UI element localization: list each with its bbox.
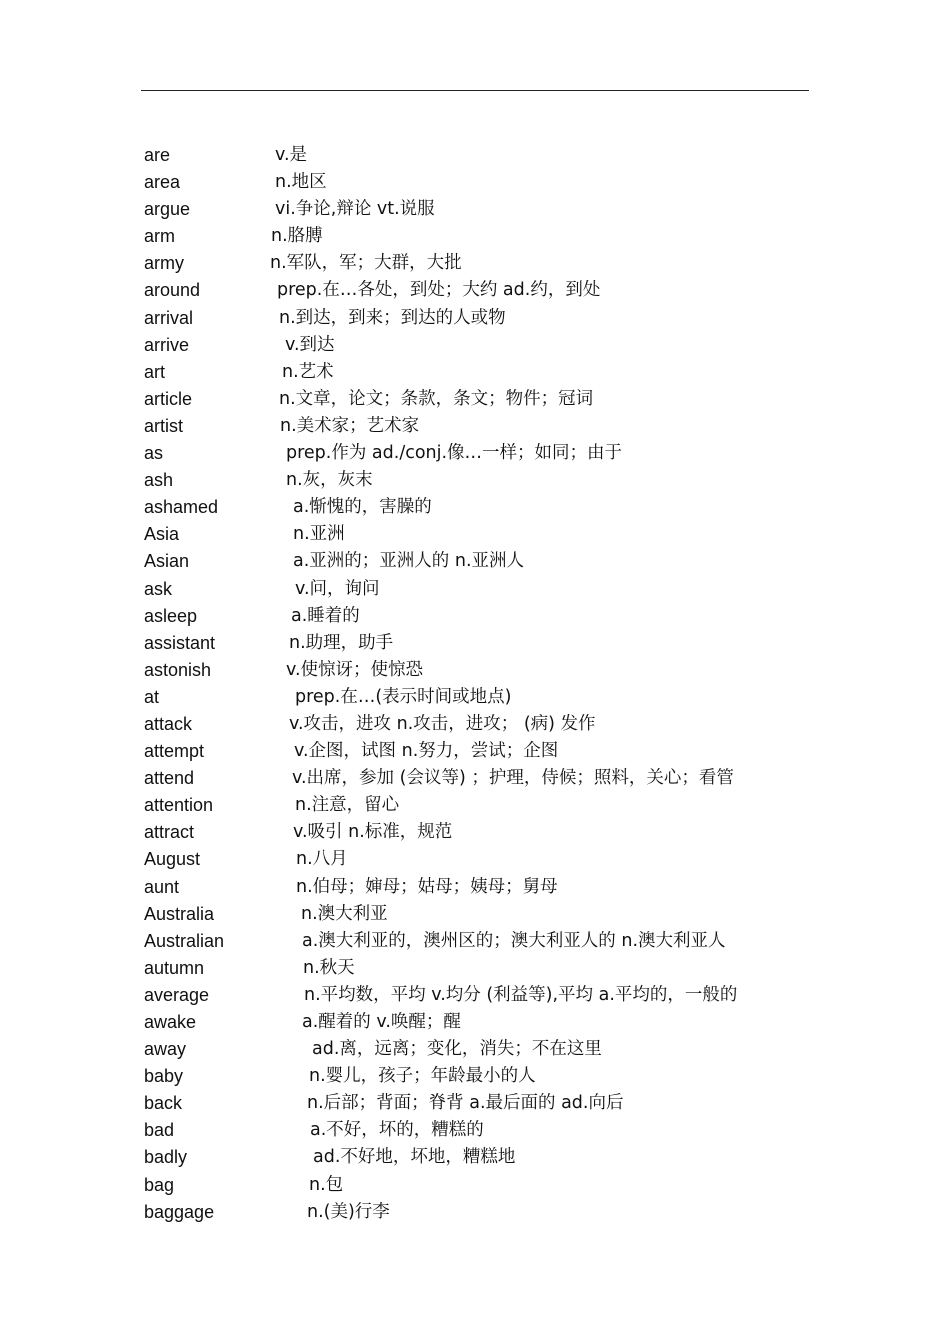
vocab-word: arrive: [144, 334, 190, 355]
vocab-word: around: [144, 280, 201, 301]
vocab-definition: prep.在…各处，到处；大约 ad.约，到处: [277, 280, 601, 301]
vocab-definition: n.伯母；婶母；姑母；姨母；舅母: [296, 876, 558, 897]
vocab-entry: [144, 928, 824, 955]
vocab-entry: [144, 1090, 824, 1117]
vocab-entry: [144, 305, 824, 332]
vocab-entry: [144, 1036, 824, 1063]
vocab-word: August: [144, 849, 201, 870]
vocab-word: baggage: [144, 1201, 215, 1222]
vocab-definition: ad.不好地，坏地，糟糕地: [313, 1147, 516, 1168]
vocab-definition: n.胳膊: [271, 226, 323, 247]
vocab-entry: [144, 603, 824, 630]
vocab-entry: [144, 765, 824, 792]
vocab-word: artist: [144, 415, 184, 436]
vocab-entry: [144, 277, 824, 304]
vocab-definition: n.秋天: [303, 957, 355, 978]
vocab-definition: n.八月: [296, 849, 348, 870]
vocab-word: badly: [144, 1147, 188, 1168]
vocab-word: Australian: [144, 930, 225, 951]
vocab-entry: [144, 1009, 824, 1036]
vocab-word: baby: [144, 1066, 184, 1087]
vocab-word: assistant: [144, 632, 216, 653]
vocab-entry: [144, 440, 824, 467]
vocab-word: ash: [144, 470, 174, 491]
vocab-entry: [144, 901, 824, 928]
vocab-entry: [144, 1172, 824, 1199]
vocab-entry: [144, 684, 824, 711]
vocab-entry: [144, 576, 824, 603]
vocab-word: arrival: [144, 307, 194, 328]
vocab-definition: ad.离，远离；变化，消失；不在这里: [312, 1039, 602, 1060]
vocab-definition: n.平均数，平均 v.均分 (利益等),平均 a.平均的，一般的: [304, 984, 738, 1005]
vocab-entry: [144, 1117, 824, 1144]
vocab-entry: [144, 846, 824, 873]
vocab-word: argue: [144, 199, 191, 220]
vocab-entry: [144, 982, 824, 1009]
vocab-entry: [144, 413, 824, 440]
vocab-entry: [144, 467, 824, 494]
vocab-word: asleep: [144, 605, 198, 626]
vocab-word: astonish: [144, 659, 212, 680]
vocab-definition: v.吸引 n.标准，规范: [293, 822, 453, 843]
vocab-definition: n.地区: [275, 172, 327, 193]
vocab-entry: [144, 548, 824, 575]
vocab-definition: n.(美)行李: [307, 1201, 390, 1222]
vocab-word: as: [144, 443, 164, 464]
header-rule: [141, 90, 809, 91]
vocab-word: ashamed: [144, 497, 219, 518]
vocab-word: attack: [144, 713, 193, 734]
vocab-word: back: [144, 1093, 183, 1114]
vocab-word: are: [144, 145, 171, 165]
vocab-definition: n.到达，到来；到达的人或物: [279, 307, 506, 328]
vocab-definition: n.军队，军；大群，大批: [270, 253, 462, 274]
vocab-entry: [144, 250, 824, 277]
vocab-word: average: [144, 984, 210, 1005]
vocab-definition: n.文章，论文；条款，条文；物件；冠词: [279, 388, 594, 409]
vocab-entry: [144, 711, 824, 738]
vocab-entry: [144, 630, 824, 657]
vocab-entry: [144, 332, 824, 359]
vocab-word: attend: [144, 768, 195, 789]
vocab-word: ask: [144, 578, 173, 599]
vocab-word: Asian: [144, 551, 190, 572]
vocab-entry: [144, 1063, 824, 1090]
vocab-word: article: [144, 388, 193, 409]
vocab-entry: [144, 196, 824, 223]
vocab-entry: [144, 819, 824, 846]
vocab-entry: [144, 223, 824, 250]
vocab-entry: [144, 657, 824, 684]
vocab-entry: [144, 142, 824, 169]
vocab-definition: v.攻击，进攻 n.攻击，进攻； (病) 发作: [289, 713, 596, 734]
vocab-word: Asia: [144, 524, 180, 545]
vocab-word: attention: [144, 795, 214, 816]
vocab-word: autumn: [144, 957, 205, 978]
vocab-definition: a.亚洲的；亚洲人的 n.亚洲人: [293, 551, 525, 572]
vocab-definition: n.后部；背面；脊背 a.最后面的 ad.向后: [307, 1093, 624, 1114]
vocab-definition: n.婴儿，孩子；年龄最小的人: [309, 1066, 536, 1087]
vocab-definition: prep.在…(表示时间或地点): [295, 686, 512, 707]
vocab-definition: n.美术家；艺术家: [280, 415, 420, 436]
vocab-definition: n.灰，灰末: [286, 470, 373, 491]
vocab-word: bad: [144, 1120, 175, 1141]
vocab-definition: v.是: [275, 145, 308, 165]
vocab-word: bag: [144, 1174, 175, 1195]
vocab-word: attempt: [144, 741, 205, 762]
vocab-entry: [144, 169, 824, 196]
vocab-entry: [144, 521, 824, 548]
vocab-word: at: [144, 686, 160, 707]
vocab-definition: n.注意，留心: [295, 795, 400, 816]
vocab-word: arm: [144, 226, 175, 247]
vocab-definition: n.亚洲: [293, 524, 345, 545]
vocab-entry: [144, 1199, 824, 1226]
vocab-word: area: [144, 172, 181, 193]
vocab-entry: [144, 386, 824, 413]
vocab-definition: n.艺术: [282, 361, 334, 382]
vocab-definition: a.惭愧的，害臊的: [293, 497, 432, 518]
vocab-word: awake: [144, 1012, 197, 1032]
vocab-entry: [144, 359, 824, 386]
vocab-definition: v.使惊讶；使惊恐: [286, 659, 424, 680]
vocab-word: art: [144, 361, 166, 382]
vocab-definition: a.不好，坏的，糟糕的: [310, 1120, 484, 1141]
vocab-entry: [144, 494, 824, 521]
vocabulary-list: [144, 142, 824, 1226]
vocab-definition: n.包: [309, 1174, 344, 1195]
vocab-entry: [144, 955, 824, 982]
vocab-word: Australia: [144, 903, 215, 924]
vocab-entry: [144, 738, 824, 765]
vocab-definition: prep.作为 ad./conj.像…一样；如同；由于: [286, 443, 623, 464]
vocab-word: away: [144, 1039, 187, 1060]
vocab-definition: n.助理，助手: [289, 632, 394, 653]
vocab-definition: v.到达: [285, 334, 335, 355]
vocab-word: aunt: [144, 876, 180, 897]
vocab-word: attract: [144, 822, 195, 843]
vocab-definition: v.出席，参加 (会议等) ；护理，侍候；照料，关心；看管: [292, 768, 734, 789]
vocab-entry: [144, 792, 824, 819]
vocab-word: army: [144, 253, 184, 274]
vocab-definition: n.澳大利亚: [301, 903, 388, 924]
vocab-entry: [144, 1144, 824, 1171]
vocab-entry: [144, 874, 824, 901]
vocab-definition: vi.争论,辩论 vt.说服: [275, 199, 435, 220]
vocab-definition: v.企图，试图 n.努力，尝试；企图: [294, 741, 559, 762]
vocab-definition: a.醒着的 v.唤醒；醒: [302, 1012, 461, 1032]
vocab-definition: a.澳大利亚的，澳州区的；澳大利亚人的 n.澳大利亚人: [302, 930, 726, 951]
vocab-definition: v.问，询问: [295, 578, 380, 599]
vocab-definition: a.睡着的: [291, 605, 360, 626]
